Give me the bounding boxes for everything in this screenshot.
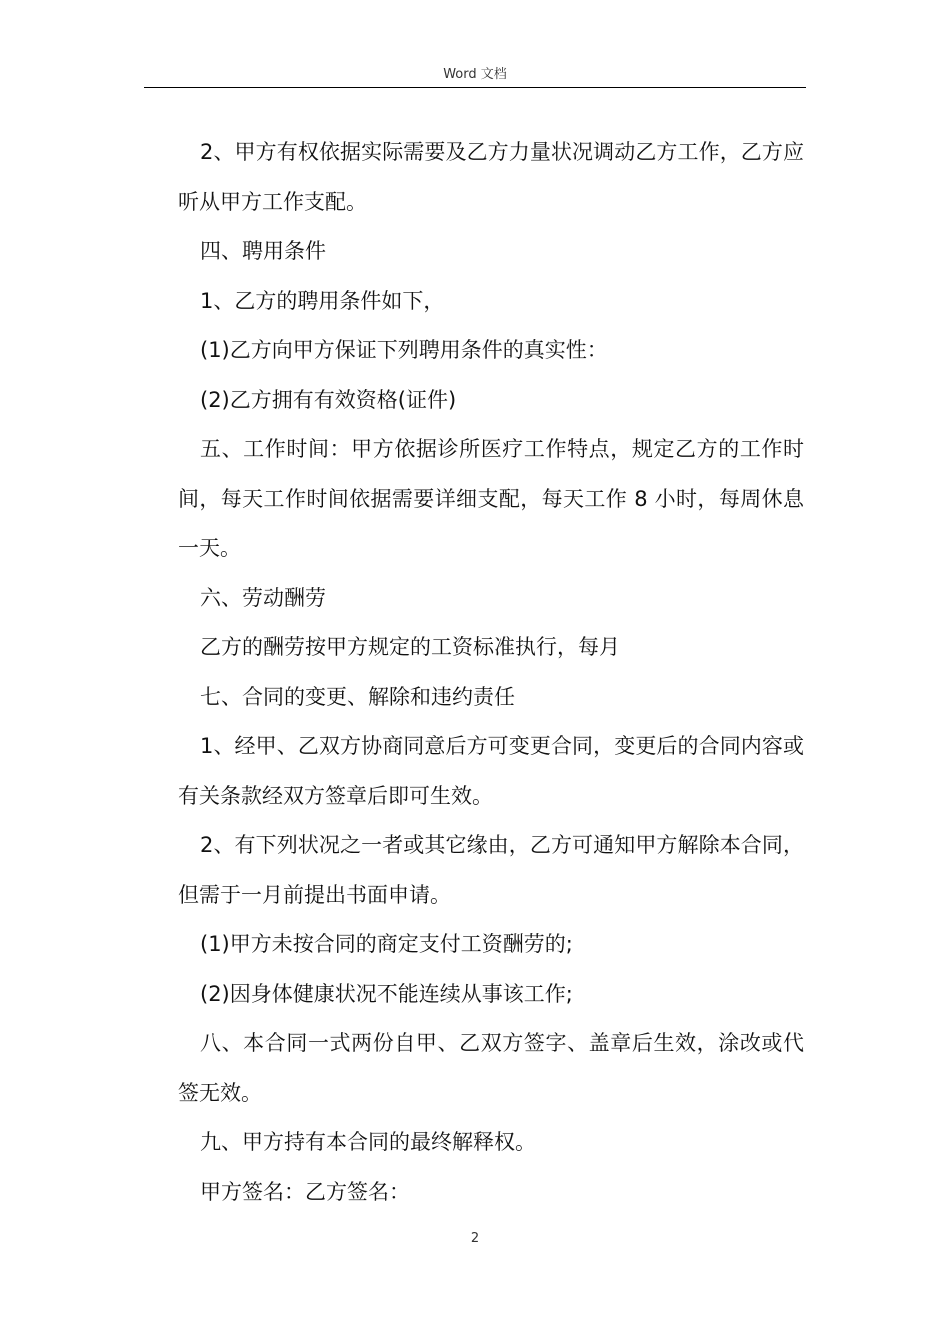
section-heading: 六、劳动酬劳 — [200, 585, 326, 610]
paragraph: 1、乙方的聘用条件如下， — [200, 288, 445, 313]
paragraph: 1、经甲、乙双方协商同意后方可变更合同，变更后的合同内容或有关条款经双方签章后即可生效。 — [178, 734, 804, 808]
document-body — [178, 128, 804, 1217]
list-item: (2)乙方拥有有效资格(证件) — [200, 387, 457, 412]
section-heading: 四、聘用条件 — [200, 239, 326, 263]
list-item: (1)甲方未按合同的商定支付工资酬劳的; — [200, 932, 573, 956]
page-header-title: Word 文档 — [443, 67, 507, 82]
signature-line: 甲方签名：乙方签名： — [200, 1179, 410, 1204]
paragraph: 2、甲方有权依据实际需要及乙方力量状况调动乙方工作，乙方应听从甲方工作支配。 — [178, 140, 804, 214]
section-heading: 五、工作时间：甲方依据诊所医疗工作特点，规定乙方的工作时间，每天工作时间依据需要详细支配，每天工作 8 小时，每周休息一天。 — [178, 437, 804, 560]
section-heading: 九、甲方持有本合同的最终解释权。 — [200, 1130, 536, 1154]
list-item: (2)因身体健康状况不能连续从事该工作; — [200, 981, 573, 1006]
section-heading: 八、本合同一式两份自甲、乙双方签字、盖章后生效，涂改或代签无效。 — [178, 1031, 804, 1105]
list-item: (1)乙方向甲方保证下列聘用条件的真实性： — [200, 338, 608, 362]
header-divider — [144, 87, 806, 88]
paragraph: 2、有下列状况之一者或其它缘由，乙方可通知甲方解除本合同，但需于一月前提出书面申请。 — [178, 833, 804, 907]
page-number: 2 — [470, 1231, 480, 1246]
paragraph: 乙方的酬劳按甲方规定的工资标准执行，每月 — [200, 635, 620, 659]
section-heading: 七、合同的变更、解除和违约责任 — [200, 684, 515, 709]
